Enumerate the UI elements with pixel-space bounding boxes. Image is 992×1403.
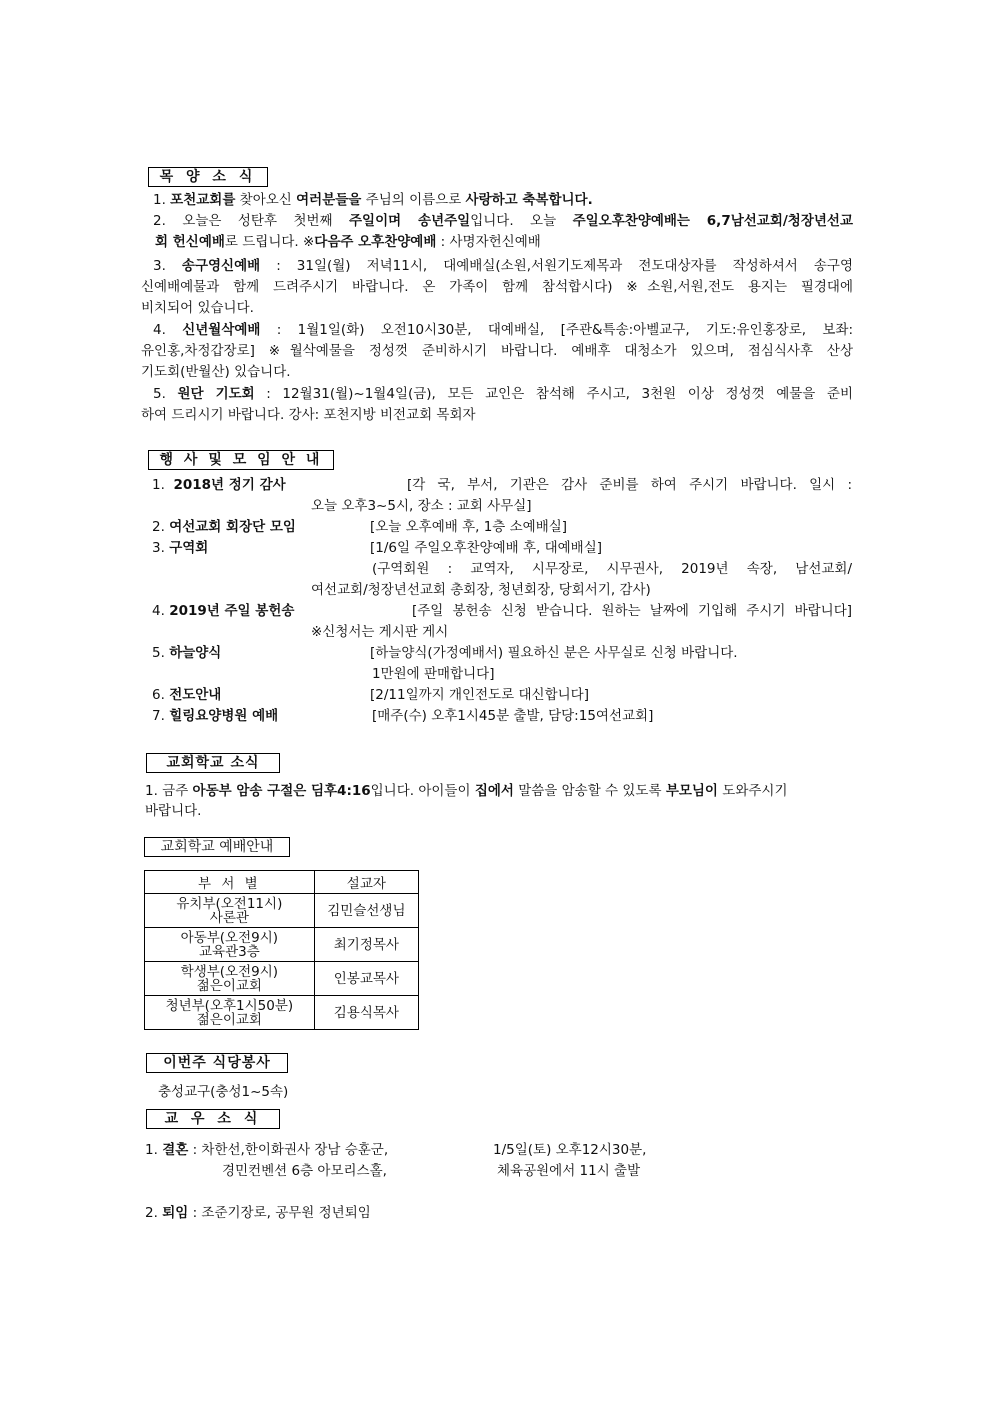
school-section-title: 교회학교 소식: [146, 753, 280, 773]
table-row: [145, 996, 419, 1030]
pastoral-item-3-line1: 3. 송구영신예배 : 31일(월) 저녁11시, 대예배실(소원,서원기도제목과 전도대상자를 작성하셔서 송구영: [153, 258, 853, 274]
table-header-dept: 부 서 별: [145, 871, 315, 894]
pastoral-item-4-line1: 4. 신년월삭예배 : 1월1일(화) 오전10시30분, 대예배실, [주관&특송:아벨교구, 기도:유인홍장로, 보좌:: [153, 322, 853, 338]
wedding-departure: 체육공원에서 11시 출발: [497, 1163, 641, 1179]
dept-name: 아동부(오전9시): [180, 929, 279, 946]
table-row: [145, 962, 419, 996]
event-3: 3. 구역회: [152, 540, 209, 556]
pastoral-item-2-line1: 2. 오늘은 성탄후 첫번째 주일이며 송년주일입니다. 오늘 주일오후찬양예배는 6,7남선교회/청장년선교: [153, 213, 854, 229]
dept-preacher: 최기정목사: [314, 928, 418, 962]
table-header-preacher: 설교자: [314, 871, 418, 894]
pastoral-item-4-line2: 유인홍,차정갑장로] ※월삭예물을 정성껏 준비하시기 바랍니다. 예배후 대청소가 있으며, 점심식사후 산상: [141, 343, 853, 359]
event-3-desc2: (구역회원 : 교역자, 시무장로, 시무권사, 2019년 속장, 남선교회/: [372, 561, 852, 577]
wedding-time: 1/5일(토) 오후12시30분,: [493, 1142, 647, 1158]
event-5: 5. 하늘양식: [152, 645, 222, 661]
kitchen-text: 충성교구(충성1~5속): [158, 1084, 289, 1100]
retirement-line: 2. 퇴임 : 조준기장로, 공무원 정년퇴임: [145, 1205, 371, 1221]
event-6-desc: [2/11일까지 개인전도로 대신합니다]: [370, 687, 589, 703]
event-4-desc2: ※신청서는 게시판 게시: [311, 624, 449, 640]
event-5-desc: [하늘양식(가정예배서) 필요하신 분은 사무실로 신청 바랍니다.: [370, 645, 738, 661]
school-news-line1: 1. 금주 아동부 암송 구절은 딤후4:16입니다. 아이들이 집에서 말씀을 암송할 수 있도록 부모님이 도와주시기: [145, 783, 788, 799]
pastoral-item-5-line1: 5. 원단 기도회 : 12월31(월)~1월4일(금), 모든 교인은 참석해 주시고, 3천원 이상 정성껏 예물을 준비: [153, 386, 853, 402]
event-1-desc: [각 국, 부서, 기관은 감사 준비를 하여 주시기 바랍니다. 일시 :: [407, 477, 852, 493]
dept-preacher: 김민슬선생님: [314, 894, 418, 928]
pastoral-section-title: 목 양 소 식: [148, 167, 268, 187]
kitchen-section-title: 이번주 식당봉사: [146, 1053, 288, 1073]
dept-place: 젊은이교회: [196, 1011, 262, 1028]
pastoral-item-5-line2: 하여 드리시기 바랍니다. 강사: 포천지방 비전교회 목회자: [141, 407, 476, 423]
pastoral-item-4-line3: 기도회(반월산) 있습니다.: [141, 364, 291, 380]
dept-name: 청년부(오후1시50분): [165, 997, 294, 1014]
dept-place: 젊은이교회: [196, 977, 262, 994]
event-4: 4. 2019년 주일 봉헌송: [152, 603, 295, 619]
event-7-desc: [매주(수) 오후1시45분 출발, 담당:15여선교회]: [372, 708, 654, 724]
school-worship-table: [144, 870, 419, 1030]
pastoral-item-3-line3: 비치되어 있습니다.: [141, 300, 254, 316]
table-row: [145, 928, 419, 962]
school-news-line2: 바랍니다.: [145, 803, 202, 819]
wedding-line1: 1. 결혼 : 차한선,한이화권사 장남 승훈군,: [145, 1142, 389, 1158]
dept-name: 학생부(오전9시): [180, 963, 279, 980]
table-row: [145, 894, 419, 928]
pastoral-item-1: 1. 포천교회를 찾아오신 여러분들을 주님의 이름으로 사랑하고 축복합니다.: [153, 192, 593, 208]
event-3-desc3: 여선교회/청장년선교회 총회장, 청년회장, 당회서기, 감사): [311, 582, 651, 598]
dept-place: 교육관3층: [198, 943, 260, 960]
dept-preacher: 인봉교목사: [314, 962, 418, 996]
event-2: 2. 여선교회 회장단 모임: [152, 519, 296, 535]
wedding-line2: 경민컨벤션 6층 아모리스홀,: [222, 1163, 387, 1179]
event-1-desc2: 오늘 오후3~5시, 장소 : 교회 사무실]: [311, 498, 532, 514]
events-section-title: 행 사 및 모 임 안 내: [148, 450, 334, 470]
members-section-title: 교 우 소 식: [146, 1109, 280, 1129]
event-5-desc2: 1만원에 판매합니다]: [372, 666, 495, 682]
dept-name: 유치부(오전11시): [176, 895, 283, 912]
pastoral-item-2-line2: 회 헌신예배로 드립니다. ※다음주 오후찬양예배 : 사명자헌신예배: [155, 234, 541, 250]
event-4-desc: [주일 봉헌송 신청 받습니다. 원하는 날짜에 기입해 주시기 바랍니다]: [412, 603, 852, 619]
event-1: 1. 2018년 정기 감사: [152, 477, 286, 493]
event-6: 6. 전도안내: [152, 687, 222, 703]
dept-place: 사론관: [209, 909, 249, 926]
school-worship-title: 교회학교 예배안내: [144, 837, 290, 857]
dept-preacher: 김용식목사: [314, 996, 418, 1030]
event-2-desc: [오늘 오후예배 후, 1층 소예배실]: [370, 519, 568, 535]
pastoral-item-3-line2: 신예배예물과 함께 드려주시기 바랍니다. 온 가족이 함께 참석합시다) ※소원,서원,전도 용지는 필경대에: [141, 279, 853, 295]
event-3-desc: [1/6일 주일오후찬양예배 후, 대예배실]: [370, 540, 602, 556]
event-7: 7. 힐링요양병원 예배: [152, 708, 279, 724]
